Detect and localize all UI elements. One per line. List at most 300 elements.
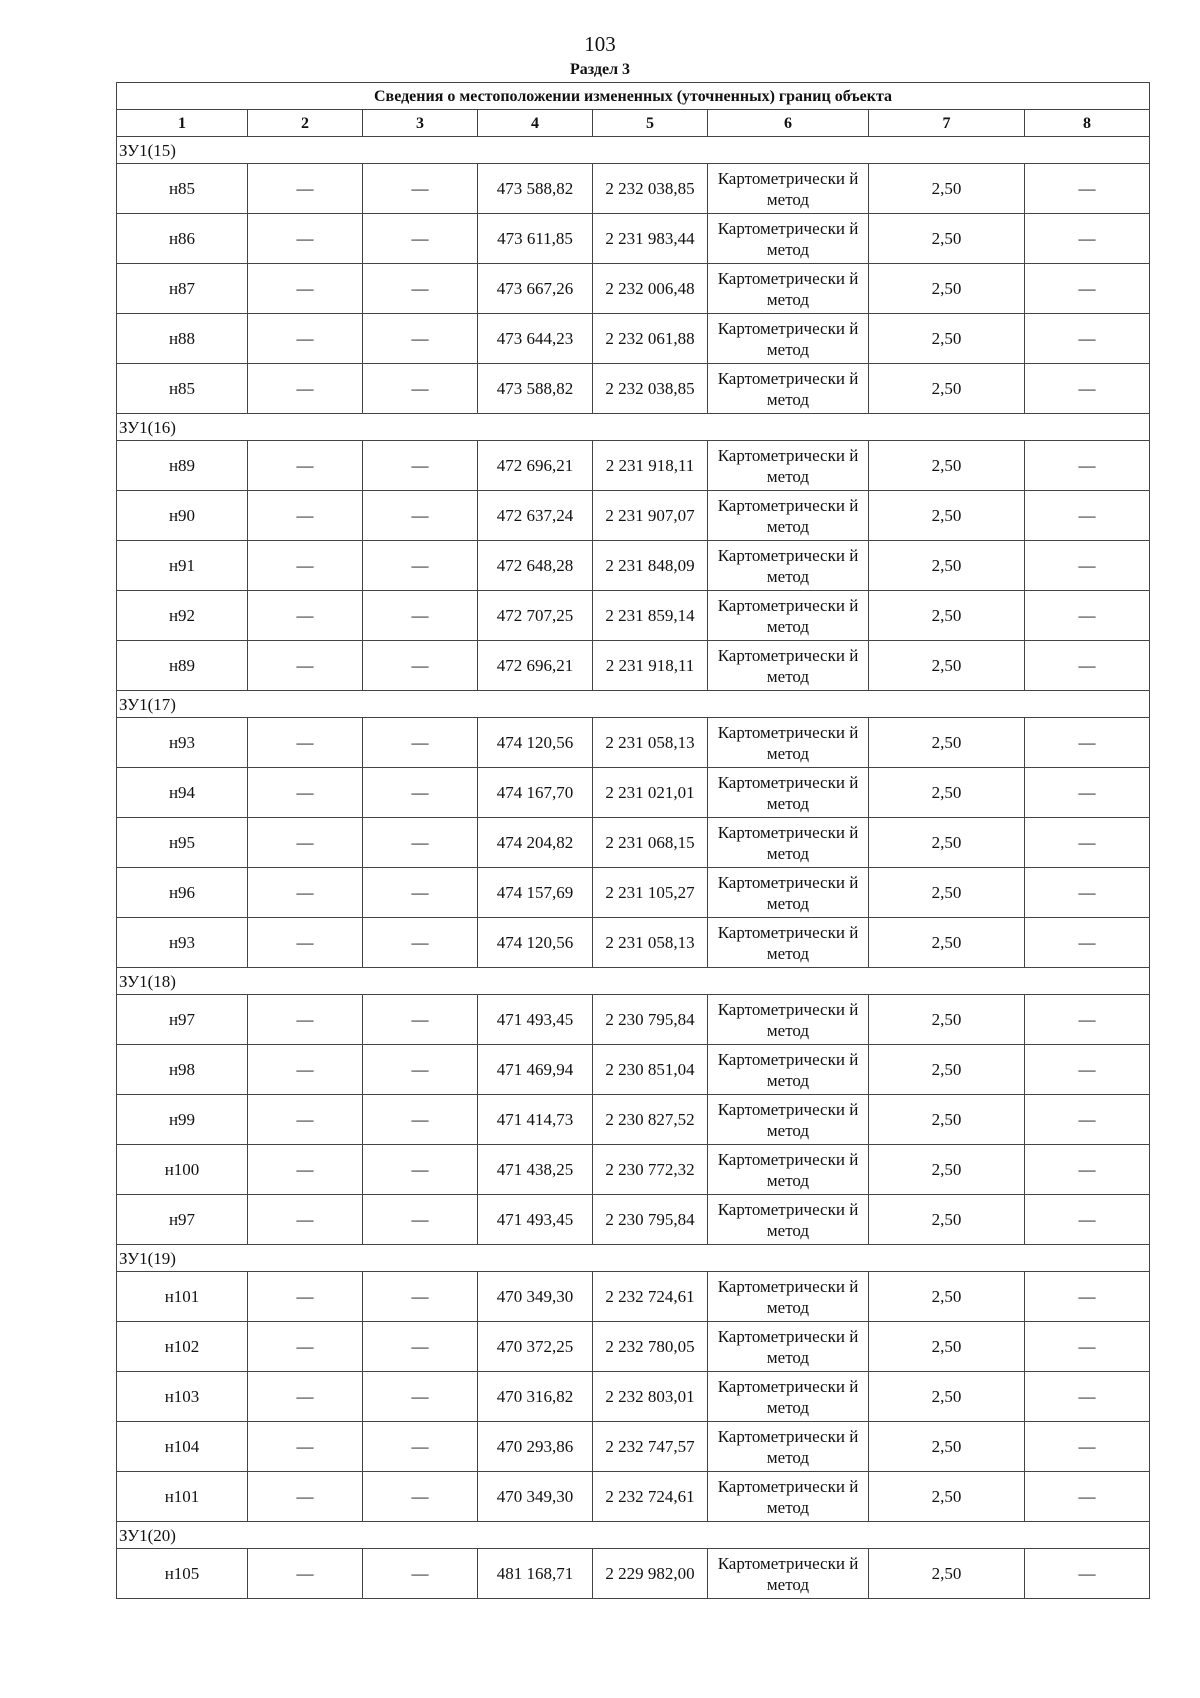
dash-cell <box>248 868 363 918</box>
table-row <box>117 718 1150 768</box>
table-row <box>117 264 1150 314</box>
dash-cell <box>248 1372 363 1422</box>
dash-cell <box>363 1045 478 1095</box>
accuracy-cell: 2,50 <box>869 868 1025 918</box>
x-coordinate-cell: 471 493,45 <box>478 995 593 1045</box>
method-cell: Картометрически й метод <box>708 541 869 591</box>
dash-cell <box>1025 1372 1150 1422</box>
dash-mark: — <box>411 1564 429 1583</box>
dash-cell <box>248 541 363 591</box>
dash-mark: — <box>296 833 314 852</box>
dash-cell <box>248 1472 363 1522</box>
dash-cell <box>363 441 478 491</box>
dash-cell <box>248 818 363 868</box>
method-cell: Картометрически й метод <box>708 1195 869 1245</box>
dash-mark: — <box>296 1487 314 1506</box>
dash-mark: — <box>1078 1564 1096 1583</box>
dash-mark: — <box>411 1387 429 1406</box>
dash-mark: — <box>411 1437 429 1456</box>
dash-cell <box>248 1272 363 1322</box>
table-row <box>117 591 1150 641</box>
parcel-group-label: ЗУ1(16) <box>117 414 1150 441</box>
dash-mark: — <box>296 1564 314 1583</box>
point-id-cell: н101 <box>117 1272 248 1322</box>
dash-cell <box>1025 868 1150 918</box>
point-id-cell: н99 <box>117 1095 248 1145</box>
accuracy-cell: 2,50 <box>869 1045 1025 1095</box>
table-row <box>117 868 1150 918</box>
dash-mark: — <box>411 179 429 198</box>
dash-cell <box>1025 1145 1150 1195</box>
column-number: 6 <box>708 110 869 137</box>
x-coordinate-cell: 473 611,85 <box>478 214 593 264</box>
dash-cell <box>363 214 478 264</box>
x-coordinate-cell: 470 349,30 <box>478 1272 593 1322</box>
dash-mark: — <box>411 379 429 398</box>
method-cell: Картометрически й метод <box>708 641 869 691</box>
y-coordinate-cell: 2 232 747,57 <box>593 1422 708 1472</box>
dash-cell <box>248 314 363 364</box>
dash-mark: — <box>411 783 429 802</box>
dash-mark: — <box>411 933 429 952</box>
accuracy-cell: 2,50 <box>869 1272 1025 1322</box>
dash-mark: — <box>411 1160 429 1179</box>
table-row <box>117 364 1150 414</box>
dash-cell <box>363 641 478 691</box>
dash-cell <box>363 1472 478 1522</box>
x-coordinate-cell: 474 120,56 <box>478 718 593 768</box>
point-id-cell: н94 <box>117 768 248 818</box>
dash-mark: — <box>296 179 314 198</box>
point-id-cell: н102 <box>117 1322 248 1372</box>
point-id-cell: н101 <box>117 1472 248 1522</box>
accuracy-cell: 2,50 <box>869 1322 1025 1372</box>
column-number-row <box>117 110 1150 137</box>
method-cell: Картометрически й метод <box>708 1372 869 1422</box>
y-coordinate-cell: 2 231 021,01 <box>593 768 708 818</box>
dash-cell <box>248 1045 363 1095</box>
x-coordinate-cell: 472 637,24 <box>478 491 593 541</box>
y-coordinate-cell: 2 231 105,27 <box>593 868 708 918</box>
dash-mark: — <box>1078 556 1096 575</box>
point-id-cell: н92 <box>117 591 248 641</box>
dash-cell <box>248 214 363 264</box>
dash-mark: — <box>1078 1160 1096 1179</box>
dash-cell <box>1025 1095 1150 1145</box>
accuracy-cell: 2,50 <box>869 718 1025 768</box>
column-number: 8 <box>1025 110 1150 137</box>
dash-cell <box>1025 591 1150 641</box>
dash-mark: — <box>296 1287 314 1306</box>
method-cell: Картометрически й метод <box>708 995 869 1045</box>
method-cell: Картометрически й метод <box>708 918 869 968</box>
dash-cell <box>248 591 363 641</box>
method-cell: Картометрически й метод <box>708 768 869 818</box>
section-title: Раздел 3 <box>569 61 631 78</box>
dash-cell <box>363 591 478 641</box>
point-id-cell: н100 <box>117 1145 248 1195</box>
point-id-cell: н93 <box>117 918 248 968</box>
dash-cell <box>248 1195 363 1245</box>
table-row <box>117 1195 1150 1245</box>
dash-mark: — <box>411 1337 429 1356</box>
dash-cell <box>248 264 363 314</box>
dash-mark: — <box>1078 1487 1096 1506</box>
method-cell: Картометрически й метод <box>708 1045 869 1095</box>
x-coordinate-cell: 474 204,82 <box>478 818 593 868</box>
dash-mark: — <box>296 229 314 248</box>
x-coordinate-cell: 470 372,25 <box>478 1322 593 1372</box>
dash-mark: — <box>411 606 429 625</box>
table-caption: Сведения о местоположении измененных (уточненных) границ объекта <box>117 83 1150 110</box>
dash-cell <box>248 164 363 214</box>
dash-cell <box>363 264 478 314</box>
dash-mark: — <box>296 606 314 625</box>
dash-cell <box>363 1549 478 1599</box>
method-cell: Картометрически й метод <box>708 1272 869 1322</box>
dash-cell <box>363 1322 478 1372</box>
dash-mark: — <box>1078 606 1096 625</box>
accuracy-cell: 2,50 <box>869 364 1025 414</box>
dash-mark: — <box>1078 833 1096 852</box>
y-coordinate-cell: 2 231 058,13 <box>593 918 708 968</box>
dash-mark: — <box>1078 1387 1096 1406</box>
accuracy-cell: 2,50 <box>869 1422 1025 1472</box>
point-id-cell: н91 <box>117 541 248 591</box>
dash-cell <box>363 918 478 968</box>
parcel-group-row <box>117 414 1150 441</box>
dash-mark: — <box>296 1337 314 1356</box>
dash-cell <box>363 768 478 818</box>
table-row <box>117 441 1150 491</box>
point-id-cell: н85 <box>117 364 248 414</box>
table-row <box>117 768 1150 818</box>
table-row <box>117 314 1150 364</box>
dash-cell <box>1025 995 1150 1045</box>
column-number: 1 <box>117 110 248 137</box>
parcel-group-row <box>117 137 1150 164</box>
table-row <box>117 1322 1150 1372</box>
y-coordinate-cell: 2 230 772,32 <box>593 1145 708 1195</box>
dash-mark: — <box>296 883 314 902</box>
dash-cell <box>363 818 478 868</box>
accuracy-cell: 2,50 <box>869 591 1025 641</box>
y-coordinate-cell: 2 231 918,11 <box>593 641 708 691</box>
dash-cell <box>248 1422 363 1472</box>
parcel-group-row <box>117 691 1150 718</box>
dash-cell <box>363 364 478 414</box>
dash-mark: — <box>296 733 314 752</box>
dash-cell <box>363 1422 478 1472</box>
table-row <box>117 1422 1150 1472</box>
x-coordinate-cell: 472 696,21 <box>478 641 593 691</box>
dash-mark: — <box>411 1010 429 1029</box>
dash-mark: — <box>411 1287 429 1306</box>
dash-mark: — <box>1078 1210 1096 1229</box>
method-cell: Картометрически й метод <box>708 1549 869 1599</box>
dash-cell <box>1025 1322 1150 1372</box>
dash-cell <box>1025 1472 1150 1522</box>
point-id-cell: н85 <box>117 164 248 214</box>
column-number: 4 <box>478 110 593 137</box>
dash-cell <box>248 995 363 1045</box>
dash-mark: — <box>1078 933 1096 952</box>
dash-cell <box>248 1145 363 1195</box>
dash-mark: — <box>296 1010 314 1029</box>
dash-cell <box>248 768 363 818</box>
dash-mark: — <box>296 506 314 525</box>
dash-mark: — <box>411 279 429 298</box>
accuracy-cell: 2,50 <box>869 768 1025 818</box>
dash-mark: — <box>411 456 429 475</box>
dash-cell <box>1025 314 1150 364</box>
dash-mark: — <box>1078 456 1096 475</box>
accuracy-cell: 2,50 <box>869 164 1025 214</box>
method-cell: Картометрически й метод <box>708 1472 869 1522</box>
parcel-group-row <box>117 968 1150 995</box>
method-cell: Картометрически й метод <box>708 591 869 641</box>
dash-mark: — <box>411 883 429 902</box>
dash-cell <box>1025 768 1150 818</box>
dash-mark: — <box>1078 179 1096 198</box>
y-coordinate-cell: 2 231 907,07 <box>593 491 708 541</box>
dash-cell <box>1025 364 1150 414</box>
parcel-group-label: ЗУ1(15) <box>117 137 1150 164</box>
point-id-cell: н97 <box>117 995 248 1045</box>
y-coordinate-cell: 2 232 061,88 <box>593 314 708 364</box>
method-cell: Картометрически й метод <box>708 868 869 918</box>
dash-mark: — <box>411 229 429 248</box>
method-cell: Картометрически й метод <box>708 364 869 414</box>
dash-cell <box>363 541 478 591</box>
parcel-group-label: ЗУ1(18) <box>117 968 1150 995</box>
table-row <box>117 918 1150 968</box>
accuracy-cell: 2,50 <box>869 491 1025 541</box>
accuracy-cell: 2,50 <box>869 441 1025 491</box>
dash-mark: — <box>296 1387 314 1406</box>
table-row <box>117 1045 1150 1095</box>
x-coordinate-cell: 472 696,21 <box>478 441 593 491</box>
accuracy-cell: 2,50 <box>869 264 1025 314</box>
dash-cell <box>363 1195 478 1245</box>
column-number: 5 <box>593 110 708 137</box>
table-row <box>117 1372 1150 1422</box>
dash-mark: — <box>296 783 314 802</box>
x-coordinate-cell: 472 648,28 <box>478 541 593 591</box>
dash-mark: — <box>1078 1437 1096 1456</box>
dash-mark: — <box>1078 329 1096 348</box>
x-coordinate-cell: 474 120,56 <box>478 918 593 968</box>
accuracy-cell: 2,50 <box>869 995 1025 1045</box>
y-coordinate-cell: 2 230 851,04 <box>593 1045 708 1095</box>
x-coordinate-cell: 471 469,94 <box>478 1045 593 1095</box>
point-id-cell: н87 <box>117 264 248 314</box>
x-coordinate-cell: 471 438,25 <box>478 1145 593 1195</box>
y-coordinate-cell: 2 232 780,05 <box>593 1322 708 1372</box>
dash-mark: — <box>1078 1060 1096 1079</box>
dash-cell <box>1025 264 1150 314</box>
dash-mark: — <box>411 556 429 575</box>
x-coordinate-cell: 474 157,69 <box>478 868 593 918</box>
dash-cell <box>363 868 478 918</box>
dash-cell <box>248 918 363 968</box>
dash-cell <box>248 641 363 691</box>
point-id-cell: н86 <box>117 214 248 264</box>
x-coordinate-cell: 474 167,70 <box>478 768 593 818</box>
dash-cell <box>248 1549 363 1599</box>
point-id-cell: н105 <box>117 1549 248 1599</box>
dash-mark: — <box>296 933 314 952</box>
dash-cell <box>363 995 478 1045</box>
dash-mark: — <box>296 1160 314 1179</box>
method-cell: Картометрически й метод <box>708 491 869 541</box>
y-coordinate-cell: 2 232 803,01 <box>593 1372 708 1422</box>
method-cell: Картометрически й метод <box>708 314 869 364</box>
method-cell: Картометрически й метод <box>708 264 869 314</box>
accuracy-cell: 2,50 <box>869 541 1025 591</box>
method-cell: Картометрически й метод <box>708 164 869 214</box>
point-id-cell: н98 <box>117 1045 248 1095</box>
dash-mark: — <box>1078 883 1096 902</box>
table-caption-row <box>117 83 1150 110</box>
dash-cell <box>1025 1272 1150 1322</box>
method-cell: Картометрически й метод <box>708 1145 869 1195</box>
method-cell: Картометрически й метод <box>708 818 869 868</box>
table-row <box>117 1145 1150 1195</box>
x-coordinate-cell: 473 644,23 <box>478 314 593 364</box>
x-coordinate-cell: 470 316,82 <box>478 1372 593 1422</box>
dash-mark: — <box>296 1210 314 1229</box>
dash-mark: — <box>411 1110 429 1129</box>
dash-cell <box>1025 718 1150 768</box>
x-coordinate-cell: 470 349,30 <box>478 1472 593 1522</box>
parcel-group-label: ЗУ1(20) <box>117 1522 1150 1549</box>
dash-mark: — <box>1078 1337 1096 1356</box>
y-coordinate-cell: 2 231 068,15 <box>593 818 708 868</box>
accuracy-cell: 2,50 <box>869 1549 1025 1599</box>
column-number: 3 <box>363 110 478 137</box>
method-cell: Картометрически й метод <box>708 214 869 264</box>
dash-cell <box>363 1272 478 1322</box>
dash-mark: — <box>411 506 429 525</box>
dash-mark: — <box>296 656 314 675</box>
dash-mark: — <box>296 329 314 348</box>
table-row <box>117 1095 1150 1145</box>
parcel-group-row <box>117 1245 1150 1272</box>
dash-cell <box>1025 1422 1150 1472</box>
dash-cell <box>1025 918 1150 968</box>
dash-cell <box>248 1322 363 1372</box>
dash-cell <box>363 164 478 214</box>
dash-mark: — <box>411 329 429 348</box>
dash-cell <box>1025 1045 1150 1095</box>
dash-cell <box>1025 641 1150 691</box>
table-row <box>117 1549 1150 1599</box>
x-coordinate-cell: 471 414,73 <box>478 1095 593 1145</box>
column-number: 7 <box>869 110 1025 137</box>
dash-mark: — <box>411 833 429 852</box>
table-row <box>117 541 1150 591</box>
dash-cell <box>248 491 363 541</box>
y-coordinate-cell: 2 230 795,84 <box>593 995 708 1045</box>
point-id-cell: н103 <box>117 1372 248 1422</box>
y-coordinate-cell: 2 230 795,84 <box>593 1195 708 1245</box>
y-coordinate-cell: 2 231 983,44 <box>593 214 708 264</box>
accuracy-cell: 2,50 <box>869 641 1025 691</box>
dash-cell <box>363 1095 478 1145</box>
dash-cell <box>363 491 478 541</box>
dash-mark: — <box>411 1487 429 1506</box>
method-cell: Картометрически й метод <box>708 718 869 768</box>
accuracy-cell: 2,50 <box>869 1095 1025 1145</box>
y-coordinate-cell: 2 231 918,11 <box>593 441 708 491</box>
dash-mark: — <box>1078 1010 1096 1029</box>
table-row <box>117 995 1150 1045</box>
point-id-cell: н89 <box>117 441 248 491</box>
x-coordinate-cell: 472 707,25 <box>478 591 593 641</box>
table-row <box>117 641 1150 691</box>
dash-cell <box>363 1145 478 1195</box>
y-coordinate-cell: 2 231 058,13 <box>593 718 708 768</box>
point-id-cell: н93 <box>117 718 248 768</box>
point-id-cell: н89 <box>117 641 248 691</box>
table-row <box>117 164 1150 214</box>
dash-mark: — <box>411 1060 429 1079</box>
dash-cell <box>1025 1549 1150 1599</box>
dash-mark: — <box>296 1437 314 1456</box>
accuracy-cell: 2,50 <box>869 1195 1025 1245</box>
dash-cell <box>1025 1195 1150 1245</box>
x-coordinate-cell: 481 168,71 <box>478 1549 593 1599</box>
dash-mark: — <box>1078 783 1096 802</box>
point-id-cell: н96 <box>117 868 248 918</box>
accuracy-cell: 2,50 <box>869 1372 1025 1422</box>
dash-cell <box>363 314 478 364</box>
method-cell: Картометрически й метод <box>708 441 869 491</box>
dash-cell <box>1025 818 1150 868</box>
dash-cell <box>1025 441 1150 491</box>
dash-cell <box>248 1095 363 1145</box>
y-coordinate-cell: 2 232 006,48 <box>593 264 708 314</box>
table-row <box>117 491 1150 541</box>
y-coordinate-cell: 2 232 038,85 <box>593 364 708 414</box>
y-coordinate-cell: 2 232 038,85 <box>593 164 708 214</box>
dash-mark: — <box>296 279 314 298</box>
parcel-group-label: ЗУ1(17) <box>117 691 1150 718</box>
parcel-group-row <box>117 1522 1150 1549</box>
dash-mark: — <box>411 1210 429 1229</box>
dash-mark: — <box>1078 229 1096 248</box>
table-row <box>117 214 1150 264</box>
table-row <box>117 1272 1150 1322</box>
x-coordinate-cell: 473 667,26 <box>478 264 593 314</box>
accuracy-cell: 2,50 <box>869 214 1025 264</box>
method-cell: Картометрически й метод <box>708 1322 869 1372</box>
dash-cell <box>363 718 478 768</box>
dash-cell <box>363 1372 478 1422</box>
dash-cell <box>248 441 363 491</box>
boundary-coordinates-table <box>116 82 1150 1599</box>
dash-cell <box>1025 214 1150 264</box>
dash-mark: — <box>411 656 429 675</box>
dash-mark: — <box>1078 506 1096 525</box>
dash-mark: — <box>296 1110 314 1129</box>
dash-mark: — <box>1078 656 1096 675</box>
point-id-cell: н95 <box>117 818 248 868</box>
dash-cell <box>1025 491 1150 541</box>
x-coordinate-cell: 473 588,82 <box>478 364 593 414</box>
dash-cell <box>1025 541 1150 591</box>
